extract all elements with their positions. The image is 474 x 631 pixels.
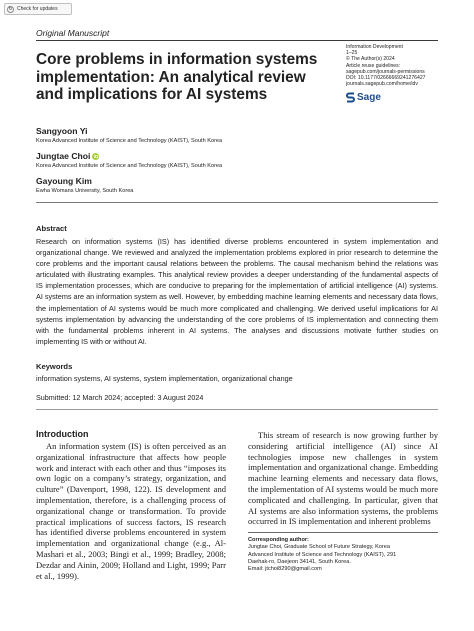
journal-info xyxy=(346,44,466,87)
author-name-row xyxy=(36,151,222,161)
author-3 xyxy=(36,176,133,194)
corr-line: Advanced Institute of Science and Technology (KAIST), 291 xyxy=(248,551,397,558)
author-affiliation: Korea Advanced Institute of Science and Technology (KAIST), South Korea xyxy=(36,163,223,169)
permissions-link[interactable]: sagepub.com/journals-permissions xyxy=(346,68,425,75)
abstract-heading: Abstract xyxy=(36,224,67,233)
footnote-divider xyxy=(248,532,438,533)
publisher-name: Sage xyxy=(357,92,381,103)
top-divider xyxy=(36,40,438,41)
author-name: Sangyoon Yi xyxy=(36,126,88,136)
section-label: Original Manuscript xyxy=(36,28,110,38)
author-affiliation: Korea Advanced Institute of Science and Technology (KAIST), South Korea xyxy=(36,138,223,144)
badge-label: Check for updates xyxy=(17,6,58,12)
doi[interactable]: DOI: 10.1177/02666669241276427 xyxy=(346,75,426,82)
corr-line: Jungtae Choi, Graduate School of Future Strategy, Korea xyxy=(248,544,390,551)
check-for-updates-badge[interactable] xyxy=(4,3,72,15)
introduction-heading: Introduction xyxy=(36,429,89,439)
journal-home-link[interactable]: journals.sagepub.com/home/idv xyxy=(346,81,418,88)
orcid-icon[interactable]: iD xyxy=(93,154,99,159)
header-divider xyxy=(36,202,438,203)
submission-dates: Submitted: 12 March 2024; accepted: 3 August 2024 xyxy=(36,393,204,402)
keywords-text: information systems, AI systems, system implementation, organizational change xyxy=(36,374,293,383)
journal-name: Information Development xyxy=(346,44,403,50)
abstract-text: Research on information systems (IS) has identified diverse problems encountered in system implementation and organizational change. We reviewed and analyzed the implementation problems explored in prior research to determine the core problems and the important causal relations between the problems. The causal mechanism behind the relations was articulated with illustrating examples. This analytical review provides a deeper understanding of the fundamental aspects of IS implementation processes, which are conducive to preparing for the implementation of artificial intelligence (AI) systems. AI systems are an information system as well. However, by embedding machine learning elements and necessary data flows, the implementation of AI systems would be much more complicated and challenging. We derived useful implications for AI systems implementation by advancing the understanding of the core problems of IS implementation and connecting them with the fundamental problems inherent in AI systems. The analyses and discussions motivate further studies on implementing IS with or without AI. xyxy=(36,237,438,346)
corr-email[interactable]: Email: jtchoi8290@gmail.com xyxy=(248,566,322,573)
author-2 xyxy=(36,151,222,169)
sage-logo-icon xyxy=(346,92,355,103)
author-name: Gayoung Kim xyxy=(36,176,92,186)
refresh-icon: ↻ xyxy=(8,5,13,12)
author-1 xyxy=(36,126,222,144)
keywords-heading: Keywords xyxy=(36,362,73,371)
page-range: 1–25 xyxy=(346,50,358,57)
corresponding-heading: Corresponding author: xyxy=(248,537,309,543)
article-title: Core problems in information systems implementation: An analytical review and implications for AI systems xyxy=(36,51,318,103)
reuse-guidelines: Article reuse guidelines: xyxy=(346,62,401,69)
abstract-divider xyxy=(36,409,438,410)
copyright: © The Author(s) 2024 xyxy=(346,56,395,63)
author-affiliation: Ewha Womans University, South Korea xyxy=(36,188,134,194)
publisher-logo xyxy=(346,92,381,103)
corresponding-author-note xyxy=(248,537,438,573)
author-name: Jungtae Choi xyxy=(36,151,91,161)
introduction-left-column: An information system (IS) is often perceived as an organizational infrastructure that affects how people work and interact with each other and thus “imposes its own logic on a company’s strategy, organization, and culture” (Davenport, 1998, 122). IS development and implementation, therefore, is a challenging process of organizational change or transformation. To provide practical implications of success factors, IS research has identified diverse problems encountered in system implementation and organizational change (e.g., Al-Mashari et al., 2003; Bingi et al., 1999; Bradley, 2008; Dezdar and Ainin, 2009; Holland and Light, 1999; Parr et al., 1999). xyxy=(36,441,226,581)
introduction-right-column: This stream of research is now growing further by considering artificial intelligence (AI) since AI technologies impose new challenges in system implementation and organizational change. Embedding machine learning elements and necessary data flows, the implementation of AI systems would be much more complicated and challenging. In particular, given that AI systems are also information systems, the problems occurred in IS implementation and inherent problems xyxy=(248,430,438,527)
corr-line: Daehak-ro, Daejeon 34141, South Korea. xyxy=(248,558,351,565)
